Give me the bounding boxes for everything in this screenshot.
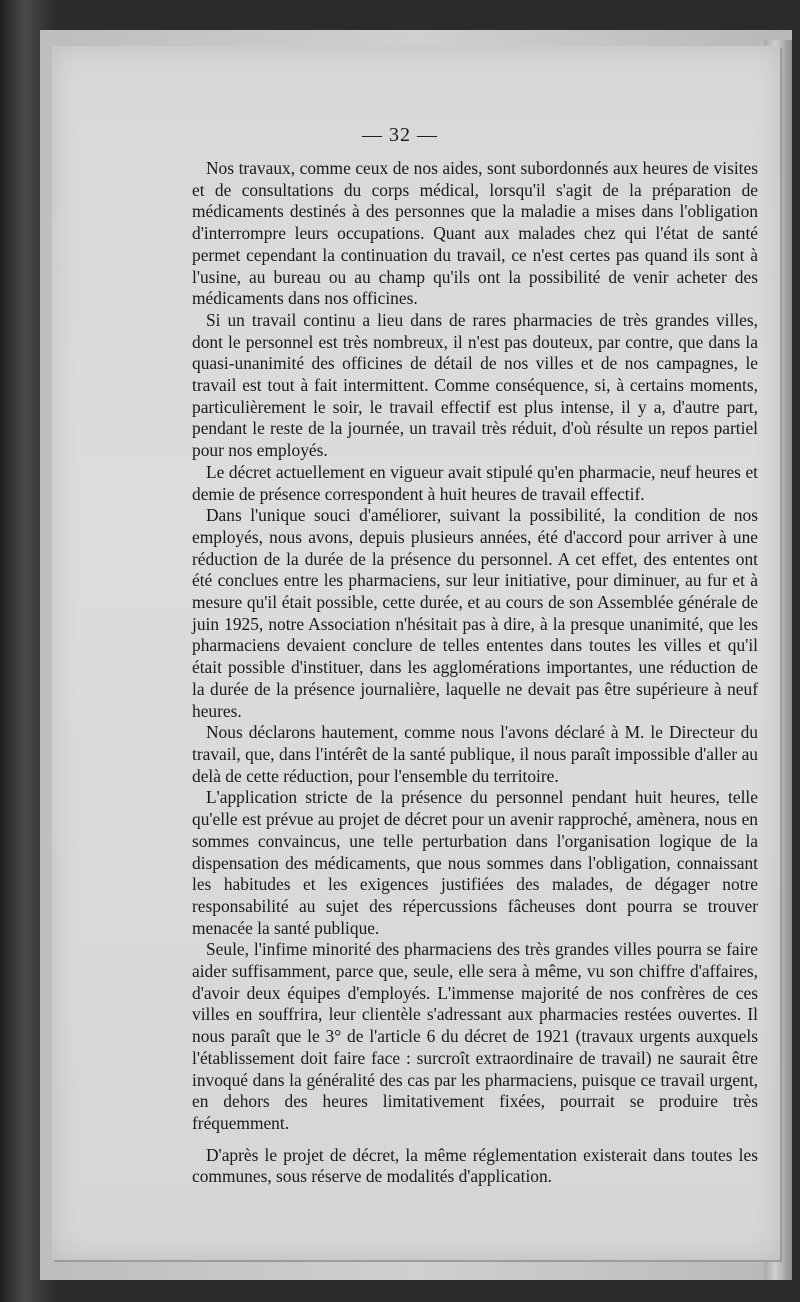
page-number: — 32 —: [362, 124, 438, 146]
paragraph-4: Dans l'unique souci d'améliorer, suivant la possibilité, la condition de nos employés, nous avons, depuis plusieurs années, été d'accord pour arriver à une réduction de la durée de la présence du personnel. A cet effet, des ententes ont été conclues entre les pharmaciens, sur leur initiative, pour diminuer, au fur et à mesure qu'il était possible, cette durée, et au cours de son Assemblée générale de juin 1925, notre Association n'hésitait pas à dire, à la presque unanimité, que les pharmaciens devaient conclure de telles ententes dans toutes les villes et qu'il était possible d'instituer, dans les agglomérations importantes, une réduction de la durée de la présence journalière, laquelle ne devait pas être supérieure à neuf heures.: [192, 505, 758, 721]
paragraph-1: Nos travaux, comme ceux de nos aides, sont subordonnés aux heures de visites et de consultations du corps médical, lorsqu'il s'agit de la préparation de médicaments destinés à des personnes que la maladie a mises dans l'obligation d'interrompre leurs occupations. Quant aux malades chez qui l'état de santé permet cependant la continuation du travail, ce n'est certes pas quand ils sont à l'usine, au bureau ou au champ qu'ils ont la possibilité de venir acheter des médicaments dans nos officines.: [192, 158, 758, 309]
paragraph-8: D'après le projet de décret, la même réglementation existerait dans toutes les communes, sous réserve de modalités d'application.: [192, 1144, 758, 1187]
paragraph-2: Si un travail continu a lieu dans de rares pharmacies de très grandes villes, dont le personnel est très nombreux, il n'est pas douteux, par contre, que dans la quasi-unanimité des officines de détail de nos villes et de nos campagnes, le travail est tout à fait intermittent. Comme conséquence, si, à certains moments, particulièrement le soir, le travail effectif est plus intense, il y a, d'autre part, pendant le reste de la journée, un travail très réduit, d'où résulte un repos partiel pour nos employés.: [192, 309, 758, 461]
paragraph-7: Seule, l'infime minorité des pharmaciens des très grandes villes pourra se faire aider suffisamment, parce que, seule, elle sera à même, vu son chiffre d'affaires, d'avoir deux équipes d'employés. L'immense majorité de nos confrères de ces villes en souffrira, leur clientèle s'adressant aux pharmacies restées ouvertes. Il nous paraît que le 3° de l'article 6 du décret de 1921 (travaux urgents auxquels l'établissement doit faire face : surcroît extraordinaire de travail) ne saurait être invoqué dans la généralité des cas par les pharmaciens, puisque ce travail urgent, en dehors des heures limitativement fixées, pourrait se produire très fréquemment.: [192, 939, 758, 1133]
paragraph-5: Nous déclarons hautement, comme nous l'avons déclaré à M. le Directeur du travail, que, dans l'intérêt de la santé publique, il nous paraît impossible d'aller au delà de cette réduction, pour l'ensemble du territoire.: [192, 722, 758, 786]
paragraph-6: L'application stricte de la présence du personnel pendant huit heures, telle qu'elle est prévue au projet de décret pour un avenir rapproché, amènera, nous en sommes convaincus, une telle perturbation dans l'organisation logique de la dispensation des médicaments, que nous sommes dans l'obligation, connaissant les habitudes et les exigences justifiées des malades, de dégager notre responsabilité au sujet des répercussions fâcheuses dont pourra se trouver menacée la santé publique.: [192, 787, 758, 938]
paragraph-3: Le décret actuellement en vigueur avait stipulé qu'en pharmacie, neuf heures et demie de présence correspondent à huit heures de travail effectif.: [192, 461, 758, 504]
body-text: [192, 158, 758, 1188]
